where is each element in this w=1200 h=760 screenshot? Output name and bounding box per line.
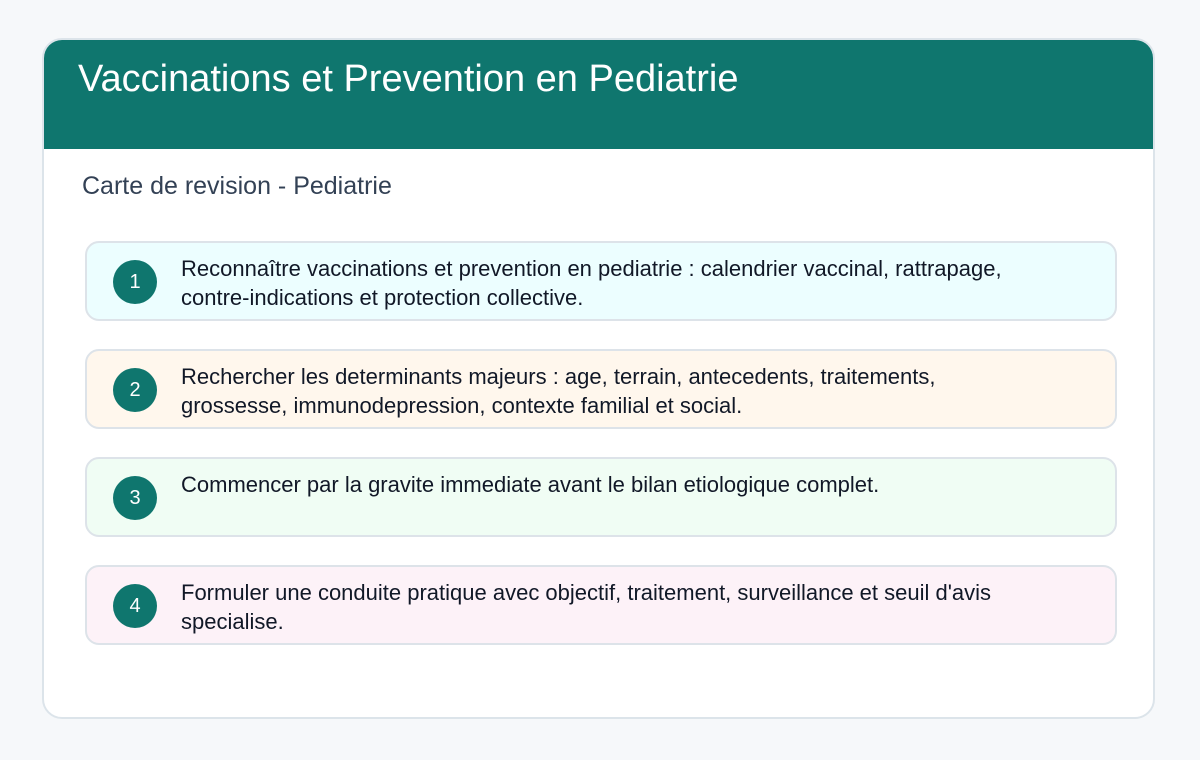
card-header bbox=[42, 38, 1155, 149]
item-text: Rechercher les determinants majeurs : age, terrain, antecedents, traitements, grossesse, immunodepression, contexte familial et social. bbox=[181, 364, 936, 418]
item-text: Reconnaître vaccinations et prevention en pediatrie : calendrier vaccinal, rattrapage, contre-indications et protection collective. bbox=[181, 256, 1002, 310]
list-item-2 bbox=[85, 349, 1117, 429]
list-item-3 bbox=[85, 457, 1117, 537]
card-subtitle: Carte de revision - Pediatrie bbox=[82, 172, 392, 200]
item-text: Commencer par la gravite immediate avant le bilan etiologique complet. bbox=[181, 472, 880, 497]
card-title: Vaccinations et Prevention en Pediatrie bbox=[78, 58, 739, 100]
step-number-badge: 4 bbox=[113, 584, 157, 628]
step-number-badge: 3 bbox=[113, 476, 157, 520]
list-item-1 bbox=[85, 241, 1117, 321]
item-text: Formuler une conduite pratique avec objectif, traitement, surveillance et seuil d'avis specialise. bbox=[181, 580, 992, 634]
step-number-badge: 2 bbox=[113, 368, 157, 412]
step-number-badge: 1 bbox=[113, 260, 157, 304]
list-item-4 bbox=[85, 565, 1117, 645]
revision-card bbox=[42, 38, 1155, 719]
